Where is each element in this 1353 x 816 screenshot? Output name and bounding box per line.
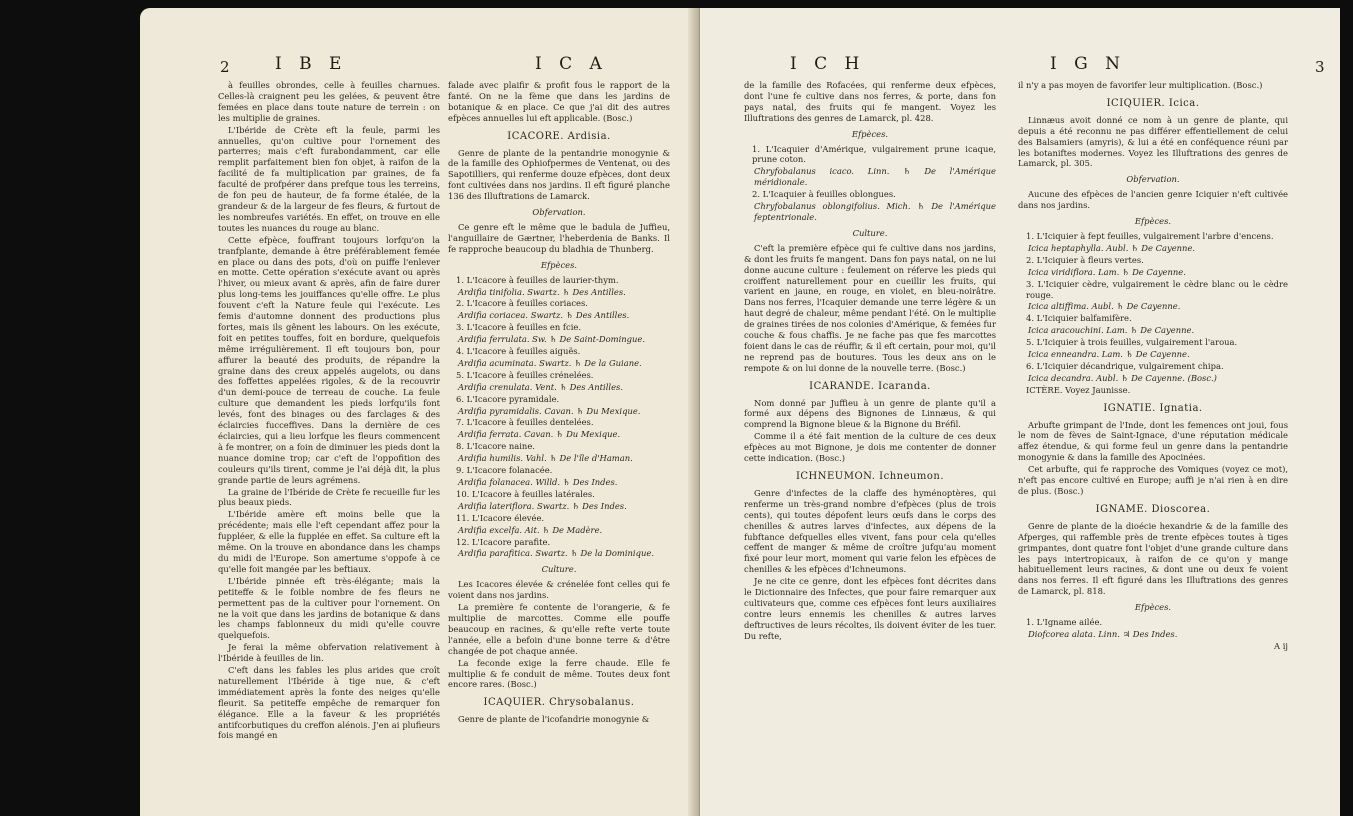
species-item: 5. L'Iciquier à trois feuilles, vulgairement l'aroua. [1026,337,1238,348]
paragraph: L'Ibéride pinnée eft très-élégante; mais la petiteffe & le foible nombre de fes fleurs ne permettent pas de la cultiver pour l'ornement. On ne la voit que dans les jardins de botanique & dans les champs fablonneux du midi qu'elle couvre quelquefois. [218,575,440,641]
paragraph: falade avec plaifir & profit fous le rapport de la fanté. On ne la fème que dans les jardins de botanique & en place. Ce que j'ai dit des autres efpèces annuelles lui eft applicable. (Bosc.) [448,80,670,123]
running-head-ich: I C H [790,54,866,74]
left-column-2 [448,80,670,726]
section-label: Culture. [852,227,888,238]
book-spread [140,8,1340,816]
species-item: 1. L'Igname ailée. [1026,617,1103,628]
paragraph: L'Ibéride amère eft moins belle que la précédente; mais elle l'eft cependant affez pour la fuppléer, & elle la fupplée en effet. Sa culture eft la même. On la trouve en abondance dans les champs du midi de l'Europe. Son amertume s'oppofe à ce qu'elle foit mangée par les beftiaux. [218,509,440,574]
paragraph: Je ferai la même obfervation relativement à l'Ibéride à feuilles de lin. [218,642,440,664]
running-head-ibe: I B E [275,54,348,74]
section-label: Efpèces. [851,128,889,139]
entry-heading-icacore: ICACORE. Ardisia. [507,130,611,142]
species-latin: Diofcorea alata. Linn. ♃ Des Indes. [1028,628,1178,639]
species-latin: Icica viridiflora. Lam. ♄ De Cayenne. [1028,266,1186,277]
section-label: Efpèces. [540,259,578,270]
page-number-right: 3 [1315,58,1325,76]
section-label: Obfervation. [532,207,586,218]
paragraph: Linnæus avoit donné ce nom à un genre de plante, qui depuis a été reconnu ne pas différer effentiellement de celui des Balsamiers (amyris), & lui a été en conféquence réuni par les botaniftes modernes. Voyez les Illuftrations des genres de Lamarck, pl. 305. [1018,114,1288,169]
paragraph: de la famille des Rofacées, qui renferme deux efpèces, dont l'une fe cultive dans nos ferres, & porte, dans fon pays natal, des fruits qui fe mangent. Voyez les Illuftrations des genres de Lamarck, pl. 428. [744,80,996,123]
species-latin: Ardifia tinifolia. Swartz. ♄ Des Antilles. [458,286,626,297]
species-latin: Ardifia folanacea. Willd. ♄ Des Indes. [458,477,618,487]
species-latin: Ardifia acuminata. Swartz. ♄ De la Guiane. [458,357,642,368]
species-item: 3. L'Iciquier cèdre, vulgairement le cèdre blanc ou le cèdre rouge. [1026,278,1288,300]
species-latin: Ardifia ferrata. Cavan. ♄ Du Mexique. [458,429,621,440]
species-latin: Chryfobalanus oblongifolius. Mich. ♄ De l'Amérique feptentrionale. [754,201,996,222]
paragraph: Nom donné par Juffieu à un genre de plante qu'il a formé aux dépens des Bignones de Linnæus, & qui comprend la Bignone bleue & la Bignone du Bréfil. [744,397,996,430]
species-latin: Icica aracouchini. Lam. ♄ De Cayenne. [1028,325,1195,336]
page-number-left: 2 [220,58,230,76]
species-latin: Icica enneandra. Lam. ♄ De Cayenne. [1028,349,1190,360]
species-latin: Icica altiffima. Aubl. ♄ De Cayenne. [1028,301,1181,312]
species-latin: Icica decandra. Aubl. ♄ De Cayenne. (Bosc.) [1028,372,1217,383]
entry-heading-icarande: ICARANDE. Icaranda. [809,380,931,392]
paragraph: La première fe contente de l'orangerie, & fe multiplie de marcottes. Comme elle pouffe beaucoup en racines, & qu'elle refte verte toute l'année, elle a befoin d'une bonne terre & d'être changée de pot chaque année. [448,602,670,656]
species-item: 1. L'Iciquier à fept feuilles, vulgairement l'arbre d'encens. [1026,230,1274,241]
paragraph: Genre de plante de la pentandrie monogynie & de la famille des Ophiofpermes de Ventenat, ou des Sapotilliers, qui renferme douze efpèces, dont deux font cultivées dans nos jardins. Il eft figuré planche 136 des Illuftrations de Lamarck. [448,147,670,202]
right-column-2 [1018,80,1288,653]
paragraph: C'eft la première efpèce qui fe cultive dans nos jardins, & dont les fruits fe mangent. Dans fon pays natal, on ne lui donne aucune culture : feulement on réferve les pieds qui croiffent naturellement pour en cueillir les fruits, qui varient en jaune, en rouge, en violet, en bleu-noirâtre. Dans nos ferres, l'Icaquier demande une terre légère & un haut degré de chaleur, même pendant l'été. On le multiplie de graines tirées de nos colonies d'Amérique, & femées fur couche & fous chaffis. Je ne fache pas que fes marcottes foient dans le cas de réuffir, & il eft certain, pour moi, qu'il ne reprend pas de boutures. Tous les deux ans on le rempote & on lui donne de la nouvelle terre. (Bosc.) [744,242,996,373]
entry-heading-igname: IGNAME. Dioscorea. [1095,503,1211,515]
entry-heading-ignatie: IGNATIE. Ignatia. [1103,402,1203,414]
species-item: 4. L'Icacore à feuilles aiguës. [456,346,581,357]
species-item: 2. L'Iciquier à fleurs vertes. [1026,254,1144,265]
species-item: 8. L'Icacore naine. [456,441,535,452]
section-label: Culture. [541,564,577,575]
species-latin: Ardifia ferrulata. Sw. ♄ De Saint-Domingue. [458,334,646,345]
species-item: 1. L'Icacore à feuilles de laurier-thym. [456,274,619,285]
species-item: 4. L'Iciquier balfamifère. [1026,313,1132,324]
species-item: 7. L'Icacore à feuilles dentelées. [456,417,594,428]
paragraph: Genre d'infectes de la claffe des hyménoptères, qui renferme un très-grand nombre d'efpèces (plus de trois cents), qui toutes dépofent leurs œufs dans le corps des chenilles & autres larves d'infectes, aux dépens de la fubftance defquelles elles vivent, fans pour cela qu'elles ceffent de manger & même de croître jufqu'au moment fixé pour leur mort, moment qui varie felon les efpèces de chenilles & les efpèces d'Ichneumons. [744,487,996,575]
species-item: 11. L'Icacore élevée. [456,512,545,523]
paragraph: à feuilles obrondes, celle à feuilles charnues. Celles-là craignent peu les gelées, & peuvent être femées en place dans toute nature de terrein : on les multiplie de graines. [218,80,440,123]
paragraph: Les Icacores élevée & crénelée font celles qui fe voient dans nos jardins. [448,579,670,601]
paragraph: La graine de l'Ibéride de Crète fe recueille fur les plus beaux pieds. [218,486,440,508]
species-latin: Ardifia pyramidalis. Cavan. ♄ Du Mexique. [458,405,641,416]
species-item: 1. L'Icaquier d'Amérique, vulgairement prune icaque, prune coton. [752,143,996,165]
section-label: Efpèces. [1134,602,1172,613]
species-item: 3. L'Icacore à feuilles en fcie. [456,322,582,333]
running-head-ica: I C A [535,54,608,74]
species-item: 6. L'Icacore pyramidale. [456,393,560,404]
section-label: Efpèces. [1134,216,1172,227]
paragraph: Arbufte grimpant de l'Inde, dont les femences ont joui, fous le nom de fèves de Saint-Ignace, d'une réputation médicale affez étendue, & qui forme feul un genre dans la pentandrie monogynie & dans la famille des Apocinées. [1018,419,1288,463]
left-page [140,8,698,816]
paragraph: La feconde exige la ferre chaude. Elle fe multiplie & fe conduit de même. Toutes deux font encore rares. (Bosc.) [448,657,670,690]
species-latin: Ardifia excelfa. Ait. ♄ De Madère. [458,524,603,535]
species-latin: Ardifia lateriflora. Swartz. ♄ Des Indes. [458,500,627,511]
species-item: 9. L'Icacore folanacée. [456,465,553,476]
species-item: 5. L'Icacore à feuilles crénelées. [456,369,594,380]
right-column-1 [744,80,996,643]
species-item: 12. L'Icacore parafite. [456,536,551,547]
cross-reference: ICTÈRE. Voyez Jaunisse. [1026,384,1131,395]
signature-mark: A ij [1274,640,1288,651]
left-column-1 [218,80,440,742]
section-label: Obfervation. [1126,174,1180,185]
entry-heading-icaquier: ICAQUIER. Chrysobalanus. [483,697,635,709]
species-item: 2. L'Icacore à feuilles coriaces. [456,298,588,309]
species-latin: Ardifia humilis. Vahl. ♄ De l'île d'Haman. [458,453,633,464]
paragraph: Genre de plante de l'icofandrie monogynie & [458,714,650,725]
paragraph: Cette efpèce, fouffrant toujours lorfqu'on la tranfplante, demande à être préférablement femée en place ou dans des pots, d'où on puiffe l'enlever en motte. Cette opération s'exécute avant ou après l'hiver, ou mieux avant & après, afin de faire durer plus long-tems les jouiffances qu'elle offre. Le plus fouvent c'eft la Nature feule qui l'exécute. Les femis d'automne donnent des productions plus fortes, mais ils gênent les labours. On les exécute, foit en petites touffes, foit en bordure, quelquefois même irrégulièrement. Il eft toujours bon, pour affurer la beauté des produits, de répandre la graine dans des creux appelés augelots, ou dans des foffettes appelées rigoles, & de la recouvrir d'un demi-pouce de terreau de couche. La feule culture que demandent les pieds lorfqu'ils font levés, font des binages ou des farclages & des éclaircies fucceffives. Dans la dernière de ces éclaircies, qui a lieu lorfque les fleurs commencent à fe montrer, on a foin de diminuer les pieds dont la nuance domine trop; car c'eft de l'oppofition des couleurs qu'ils tirent, comme je l'ai déjà dit, la plus grande partie de leurs agrémens. [218,234,440,485]
species-item: 10. L'Icacore à feuilles latérales. [456,488,595,499]
species-latin: Ardifia coriacea. Swartz. ♄ Des Antilles. [458,310,630,321]
species-latin: Ardifia parafitica. Swartz. ♄ De la Dominique. [458,548,654,559]
species-item: 2. L'Icaquier à feuilles oblongues. [752,189,896,200]
paragraph: Comme il a été fait mention de la culture de ces deux efpèces au mot Bignone, je dois me contenter de donner cette indication. (Bosc.) [744,431,996,464]
paragraph: Aucune des efpèces de l'ancien genre Iciquier n'eft cultivée dans nos jardins. [1018,189,1288,211]
paragraph: Je ne cite ce genre, dont les efpèces font décrites dans le Dictionnaire des Infectes, que pour faire remarquer aux cultivateurs que, comme ces efpèces font leurs auxiliaires contre leurs ennemis les chenilles & autres larves deftructives de leurs récoltes, ils doivent éviter de les tuer. Du refte, [744,576,996,641]
entry-heading-ichneumon: ICHNEUMON. Ichneumon. [795,471,945,482]
species-latin: Chryfobalanus icaco. Linn. ♄ De l'Amérique méridionale. [754,166,996,188]
paragraph: il n'y a pas moyen de favorifer leur multiplication. (Bosc.) [1018,80,1263,90]
species-item: 6. L'Iciquier décandrique, vulgairement chipa. [1026,360,1224,371]
entry-heading-iciquier: ICIQUIER. Icica. [1106,97,1200,109]
paragraph: L'Ibéride de Crète eft la feule, parmi les annuelles, qu'on cultive pour l'ornement des parterres; mais c'eft furabondamment, car elle remplit parfaitement bien fon objet, à raifon de la facilité de fa multiplication par graines, de fa faculté de profpérer dans prefque tous les terreins, de fon peu de hauteur, de fa forme étalée, de la grandeur & de la largeur de fes fleurs, & furtout de les nombreufes variétés. En effet, on trouve en elle toutes les nuances du rouge au blanc. [218,124,440,233]
right-page [700,8,1340,816]
paragraph: Cet arbufte, qui fe rapproche des Vomiques (voyez ce mot), n'eft pas encore cultivé en Europe; auffi je n'ai rien à en dire de plus. (Bosc.) [1018,464,1288,496]
paragraph: C'eft dans les fables les plus arides que croît naturellement l'Ibéride à tige nue, & c'eft immédiatement après la fonte des neiges qu'elle fleurit. Sa petiteffe empêche de remarquer fon élégance. Elle a la faveur & les propriétés antifcorbutiques du creffon alénois. J'en ai plufieurs fois mangé en [218,665,440,741]
running-head-ign: I G N [1050,54,1126,74]
species-latin: Icica heptaphylla. Aubl. ♄ De Cayenne. [1028,242,1196,253]
species-latin: Ardifia crenulata. Vent. ♄ Des Antilles. [458,381,624,392]
paragraph: Genre de plante de la dioécie hexandrie & de la famille des Afperges, qui raffemble près de trente efpèces toutes à tiges grimpantes, dont quatre font l'objet d'une grande culture dans les pays intertropicaux, à raifon de ce qu'on y mange habituellement leurs racines, & dont une ou deux fe voient dans nos ferres. Il eft figuré dans les Illuftrations des genres de Lamarck, pl. 818. [1018,520,1288,597]
paragraph: Ce genre eft le même que le badula de Juffieu, l'anguillaire de Gærtner, l'heberdenia de Banks. Il fe rapproche beaucoup du bladhia de Thunberg. [448,221,670,254]
